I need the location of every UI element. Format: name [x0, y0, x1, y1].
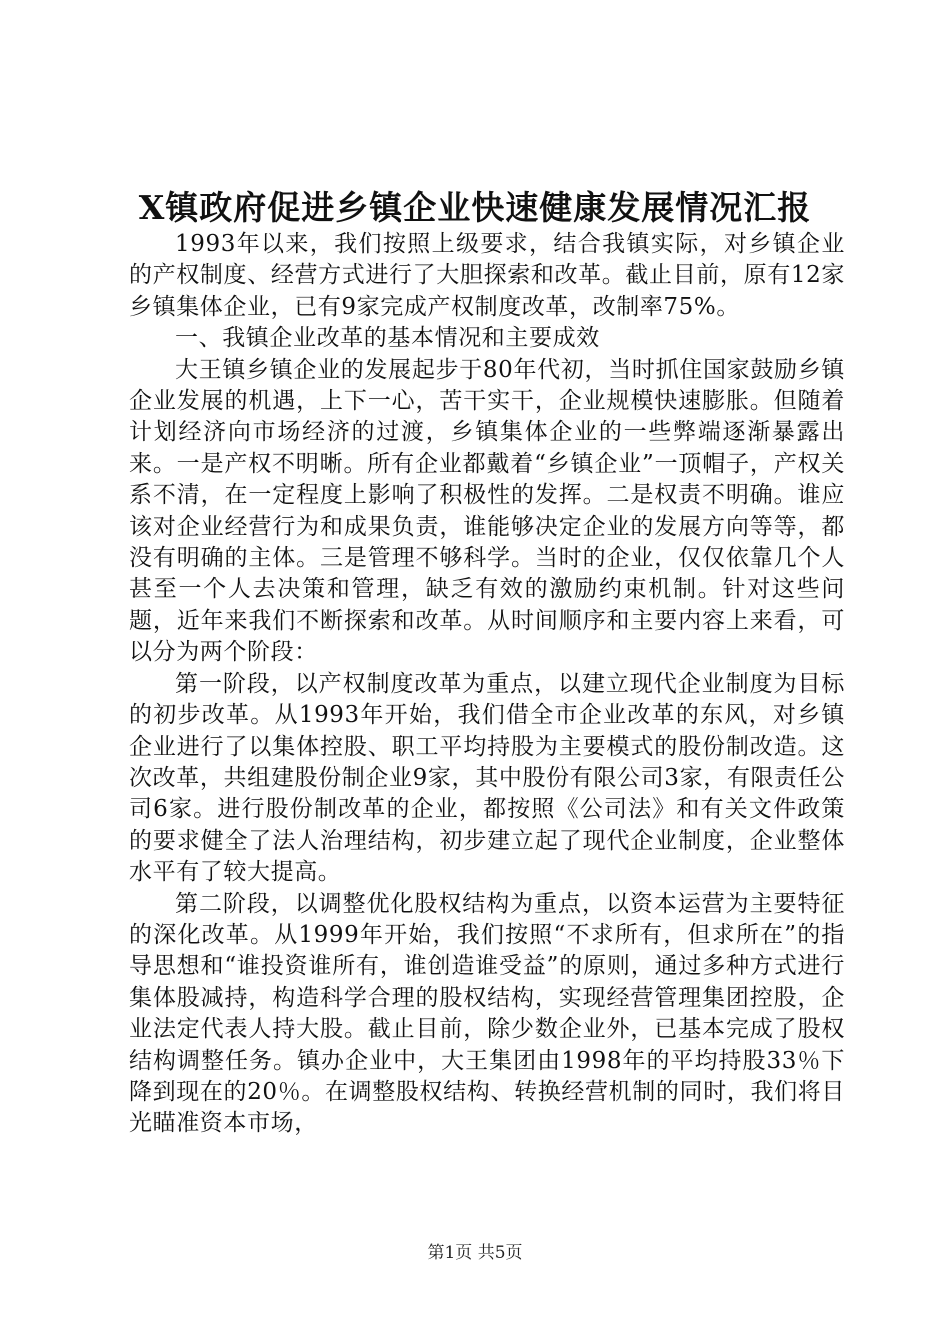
document-title: X镇政府促进乡镇企业快速健康发展情况汇报: [138, 188, 812, 227]
document-body: [129, 229, 845, 1140]
paragraph-stage-one: 第一阶段，以产权制度改革为重点，以建立现代企业制度为目标的初步改革。从1993年开始，我们借全市企业改革的东风，对乡镇企业进行了以集体控股、职工平均持股为主要模式的股份制改造。这次改革，共组建股份制企业9家，其中股份有限公司3家，有限责任公司6家。进行股份制改革的企业，都按照《公司法》和有关文件政策的要求健全了法人治理结构，初步建立起了现代企业制度，企业整体水平有了较大提高。: [129, 670, 845, 886]
paragraph-stage-two: 第二阶段，以调整优化股权结构为重点，以资本运营为主要特征的深化改革。从1999年开始，我们按照“不求所有，但求所在”的指导思想和“谁投资谁所有，谁创造谁受益”的原则，通过多种方式进行集体股减持，构造科学合理的股权结构，实现经营管理集团控股，企业法定代表人持大股。截止目前，除少数企业外，已基本完成了股权结构调整任务。镇办企业中，大王集团由1998年的平均持股33％下降到现在的20％。在调整股权结构、转换经营机制的同时，我们将目光瞄准资本市场，: [129, 890, 845, 1137]
paragraph-intro: 1993年以来，我们按照上级要求，结合我镇实际，对乡镇企业的产权制度、经营方式进行了大胆探索和改革。截止目前，原有12家乡镇集体企业，已有9家完成产权制度改革，改制率75%。: [129, 231, 845, 320]
section-heading: 一、我镇企业改革的基本情况和主要成效: [175, 325, 600, 352]
paragraph-background: 大王镇乡镇企业的发展起步于80年代初，当时抓住国家鼓励乡镇企业发展的机遇，上下一心，苦干实干，企业规模快速膨胀。但随着计划经济向市场经济的过渡，乡镇集体企业的一些弊端逐渐暴露出来。一是产权不明晰。所有企业都戴着“乡镇企业”一顶帽子，产权关系不清，在一定程度上影响了积极性的发挥。二是权责不明确。谁应该对企业经营行为和成果负责，谁能够决定企业的发展方向等等，都没有明确的主体。三是管理不够科学。当时的企业，仅仅依靠几个人甚至一个人去决策和管理，缺乏有效的激励约束机制。针对这些问题，近年来我们不断探索和改革。从时间顺序和主要内容上来看，可以分为两个阶段：: [129, 356, 845, 666]
page-footer: 第1页 共5页: [427, 1243, 523, 1263]
